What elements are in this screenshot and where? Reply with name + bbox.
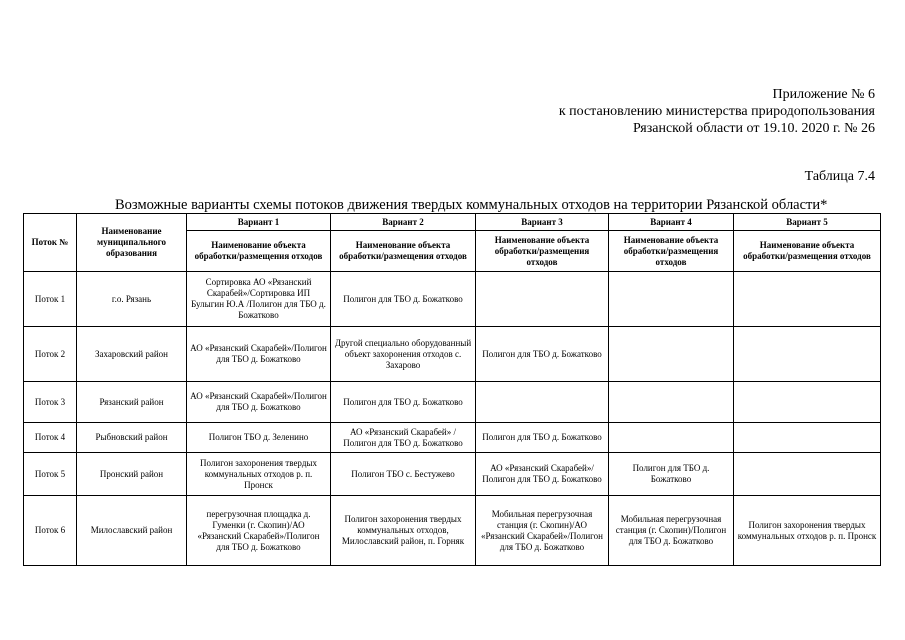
- municipality-cell: Милославский район: [77, 496, 187, 566]
- variant-cell: АО «Рязанский Скарабей»/Полигон для ТБО д. Божатково: [187, 327, 331, 382]
- variant-cell: Полигон ТБО с. Бестужево: [331, 453, 476, 496]
- table-row: [24, 423, 881, 453]
- header-flow: Поток №: [24, 214, 77, 272]
- variant-cell: [476, 272, 609, 327]
- header-object-name: Наименование объекта обработки/размещения отходов: [734, 231, 881, 272]
- header-variant-4: Вариант 4: [609, 214, 734, 231]
- flow-cell: Поток 3: [24, 382, 77, 423]
- variant-cell: Полигон захоронения твердых коммунальных отходов р. п. Пронск: [187, 453, 331, 496]
- table-row: [24, 327, 881, 382]
- variant-cell: АО «Рязанский Скарабей»/Полигон для ТБО д. Божатково: [476, 453, 609, 496]
- variant-cell: Полигон для ТБО д. Божатково: [476, 327, 609, 382]
- municipality-cell: Пронский район: [77, 453, 187, 496]
- variant-cell: АО «Рязанский Скарабей» /Полигон для ТБО д. Божатково: [331, 423, 476, 453]
- variant-cell: Полигон захоронения твердых коммунальных отходов р. п. Пронск: [734, 496, 881, 566]
- flow-cell: Поток 5: [24, 453, 77, 496]
- variant-cell: Мобильная перегрузочная станция (г. Скопин)/АО «Рязанский Скарабей»/Полигон для ТБО д. Божатково: [476, 496, 609, 566]
- appendix-resolution: к постановлению министерства природопользования: [558, 104, 875, 119]
- variant-cell: перегрузочная площадка д. Гуменки (г. Скопин)/АО «Рязанский Скарабей»/Полигон для ТБО д. Божатково: [187, 496, 331, 566]
- flow-cell: Поток 2: [24, 327, 77, 382]
- header-variant-3: Вариант 3: [476, 214, 609, 231]
- variant-cell: [609, 423, 734, 453]
- table-row: [24, 496, 881, 566]
- header-object-name: Наименование объекта обработки/размещения отходов: [476, 231, 609, 272]
- table-number: Таблица 7.4: [804, 169, 875, 184]
- header-object-name: Наименование объекта обработки/размещения отходов: [187, 231, 331, 272]
- variant-cell: Полигон ТБО д. Зеленино: [187, 423, 331, 453]
- variant-cell: АО «Рязанский Скарабей»/Полигон для ТБО д. Божатково: [187, 382, 331, 423]
- header-variant-2: Вариант 2: [331, 214, 476, 231]
- appendix-number: Приложение № 6: [772, 87, 875, 102]
- variant-cell: Полигон для ТБО д. Божатково: [331, 272, 476, 327]
- variant-cell: [609, 382, 734, 423]
- appendix-date: Рязанской области от 19.10. 2020 г. № 26: [633, 121, 875, 136]
- waste-flow-table: [23, 213, 881, 566]
- document-title: Возможные варианты схемы потоков движения твердых коммунальных отходов на территории Рязанской области*: [115, 197, 828, 213]
- municipality-cell: Рыбновский район: [77, 423, 187, 453]
- municipality-cell: г.о. Рязань: [77, 272, 187, 327]
- header-object-name: Наименование объекта обработки/размещения отходов: [609, 231, 734, 272]
- municipality-cell: Захаровский район: [77, 327, 187, 382]
- variant-cell: Сортировка АО «Рязанский Скарабей»/Сортировка ИП Булыгин Ю.А /Полигон для ТБО д. Божатково: [187, 272, 331, 327]
- variant-cell: [734, 382, 881, 423]
- flow-cell: Поток 1: [24, 272, 77, 327]
- header-municipality: Наименование муниципального образования: [77, 214, 187, 272]
- header-variant-5: Вариант 5: [734, 214, 881, 231]
- header-object-name: Наименование объекта обработки/размещения отходов: [331, 231, 476, 272]
- variant-cell: Полигон для ТБО д. Божатково: [609, 453, 734, 496]
- variant-cell: [734, 453, 881, 496]
- variant-cell: [734, 272, 881, 327]
- table-row: [24, 453, 881, 496]
- appendix-header: [559, 86, 875, 137]
- table-row: [24, 382, 881, 423]
- variant-cell: [476, 382, 609, 423]
- flow-cell: Поток 4: [24, 423, 77, 453]
- variant-cell: [609, 327, 734, 382]
- variant-cell: Полигон для ТБО д. Божатково: [331, 382, 476, 423]
- header-variant-1: Вариант 1: [187, 214, 331, 231]
- variant-cell: Полигон захоронения твердых коммунальных отходов, Милославский район, п. Горняк: [331, 496, 476, 566]
- variant-cell: [609, 272, 734, 327]
- variant-cell: Полигон для ТБО д. Божатково: [476, 423, 609, 453]
- municipality-cell: Рязанский район: [77, 382, 187, 423]
- table-row: [24, 272, 881, 327]
- variant-cell: Другой специально оборудованный объект захоронения отходов с. Захарово: [331, 327, 476, 382]
- variant-cell: [734, 327, 881, 382]
- flow-cell: Поток 6: [24, 496, 77, 566]
- variant-cell: Мобильная перегрузочная станция (г. Скопин)/Полигон для ТБО д. Божатково: [609, 496, 734, 566]
- variant-cell: [734, 423, 881, 453]
